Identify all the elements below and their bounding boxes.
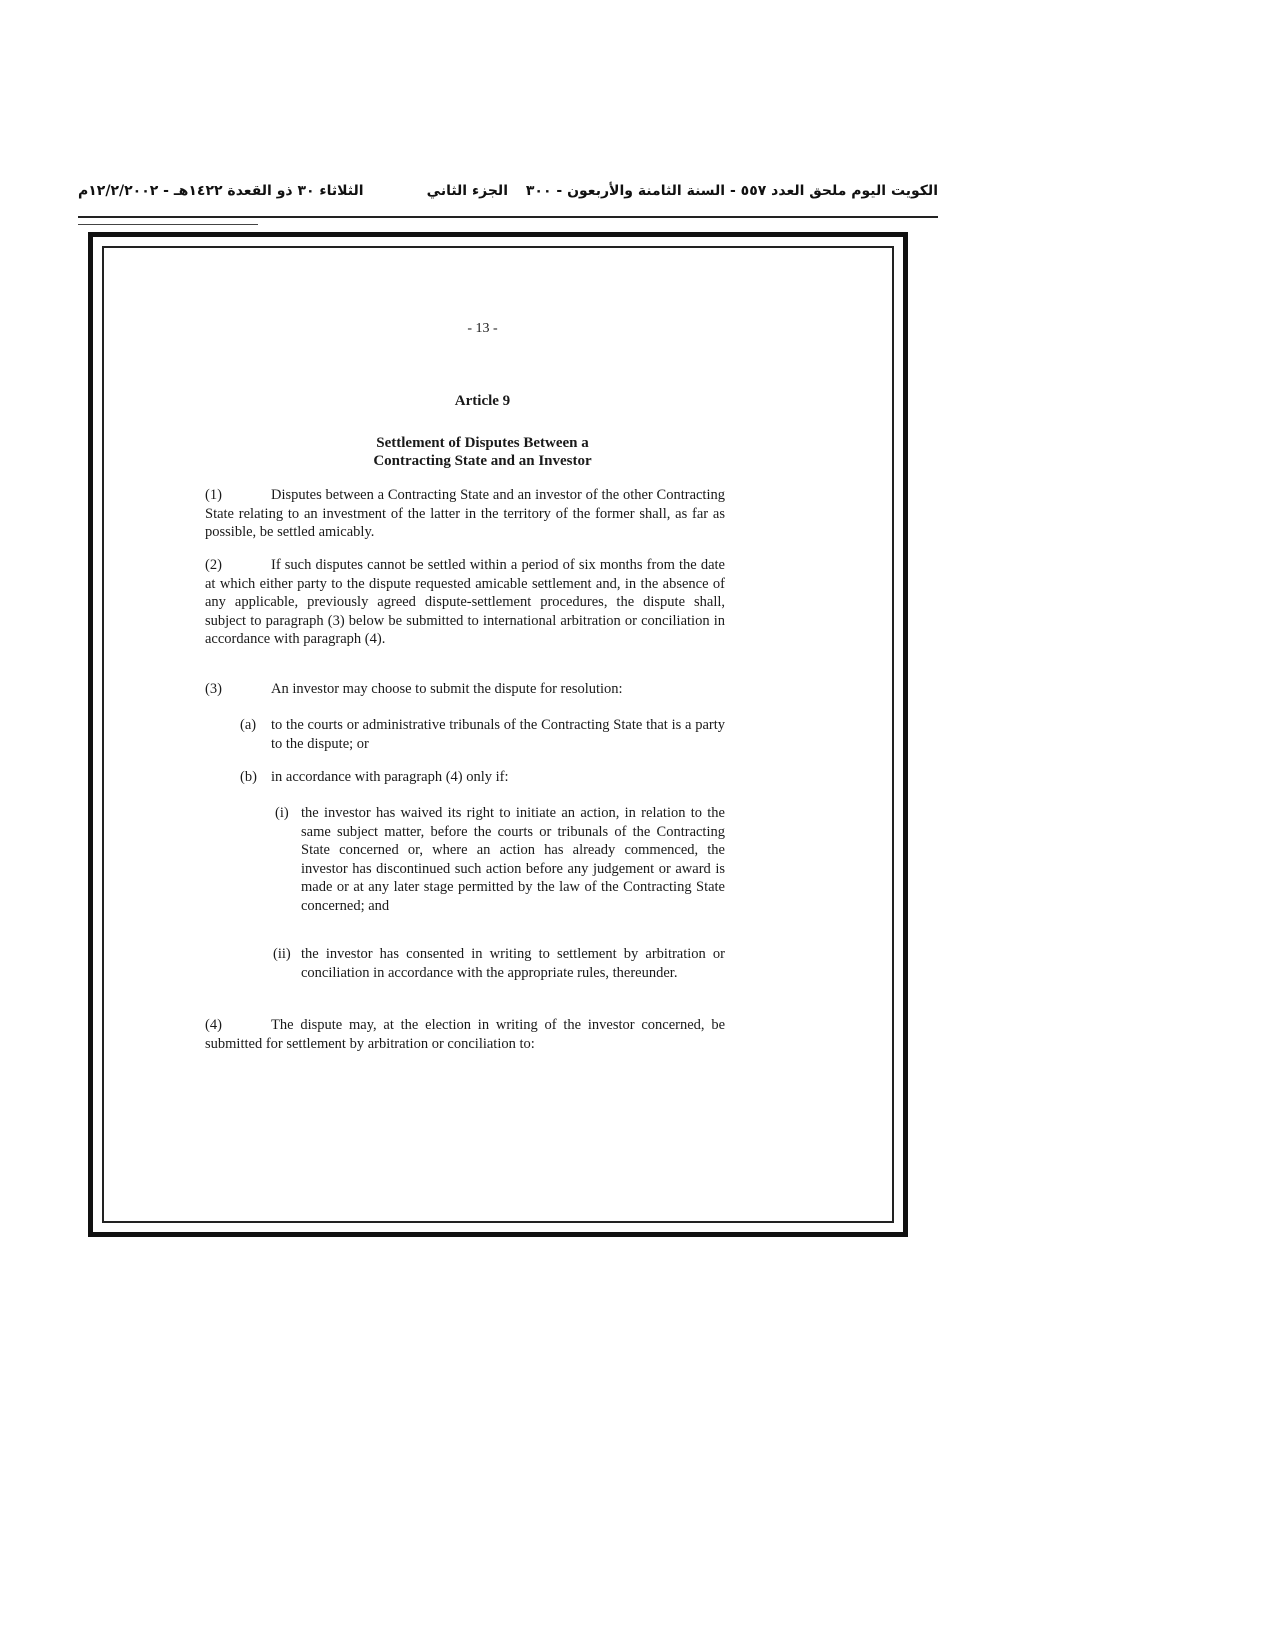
paragraph-number: (2) <box>205 557 222 573</box>
section-title-line: Settlement of Disputes Between a <box>376 435 589 451</box>
paragraph-text: An investor may choose to submit the dispute for resolution: <box>271 681 623 697</box>
paragraph-text: If such disputes cannot be settled within a period of six months from the date at which either party to the dispute requested amicable settlement and, in the absence of any applicable, previously agreed dispute-settlement procedures, the dispute shall, subject to paragraph (3) below be submitted to international arbitration or conciliation in accordance with paragraph (4). <box>205 557 725 647</box>
subsubitem-label: (i) <box>275 805 289 821</box>
gazette-issue-info: الكويت اليوم ملحق العدد ٥٥٧ - السنة الثامنة والأربعون - ٣٠٠ <box>525 183 938 199</box>
paragraph-3 <box>205 680 725 699</box>
header-rule <box>78 216 938 218</box>
subsubitem-text: the investor has waived its right to initiate an action, in relation to the same subject matter, before the courts or tribunals of the Contracting State concerned or, where an action has already commenced, the investor has discontinued such action before any judgement or award is made or at any later stage permitted by the law of the Contracting State concerned; and <box>301 805 725 914</box>
subsubitem-text: the investor has consented in writing to settlement by arbitration or conciliation in accordance with the appropriate rules, thereunder. <box>301 946 725 981</box>
paragraph-number: (1) <box>205 487 222 503</box>
section-title <box>215 434 750 470</box>
article-title: Article 9 <box>454 393 511 409</box>
gazette-header <box>78 183 938 205</box>
paragraph-text: The dispute may, at the election in writing of the investor concerned, be submitted for settlement by arbitration or conciliation to: <box>205 1017 725 1052</box>
gazette-part: الجزء الثاني <box>426 183 508 199</box>
paragraph-number: (3) <box>205 681 222 697</box>
subitem-text: to the courts or administrative tribunals of the Contracting State that is a party to the dispute; or <box>271 717 725 752</box>
paragraph-2 <box>205 556 725 649</box>
subsubitem-label: (ii) <box>273 946 291 962</box>
paragraph-text: Disputes between a Contracting State and an investor of the other Contracting State relating to an investment of the latter in the territory of the former shall, as far as possible, be settled amicably. <box>205 487 725 540</box>
subitem-label: (b) <box>240 769 257 785</box>
paragraph-number: (4) <box>205 1017 222 1033</box>
section-title-line: Contracting State and an Investor <box>373 453 592 469</box>
page-number: - 13 - <box>467 321 498 336</box>
header-rule-secondary <box>78 224 258 225</box>
subitem-label: (a) <box>240 717 257 733</box>
paragraph-1 <box>205 486 725 542</box>
gazette-date: الثلاثاء ٣٠ ذو القعدة ١٤٢٢هـ - ١٢/٢/٢٠٠٢م <box>78 183 364 199</box>
paragraph-4 <box>205 1016 725 1053</box>
subitem-text: in accordance with paragraph (4) only if: <box>271 769 509 785</box>
